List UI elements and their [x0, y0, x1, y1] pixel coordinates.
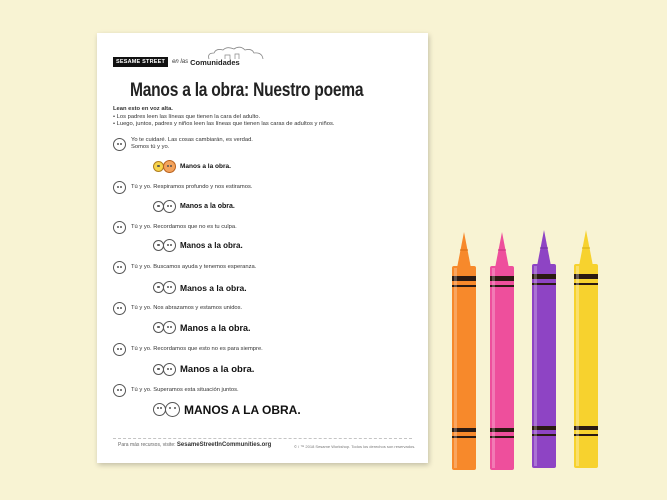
crayon-orange	[452, 232, 476, 470]
poem-line-text: Tú y yo. Respiramos profundo y nos estiramos.	[131, 184, 253, 190]
instructions-bullet-1: • Los padres leen las líneas que tienen la cara del adulto.	[113, 113, 261, 120]
poem-chorus-text: Manos a la obra.	[180, 364, 255, 375]
crayon-yellow	[574, 230, 598, 468]
instructions-bullet-2: • Luego, juntos, padres y niños leen las líneas que tienen las caras de adultos y niños.	[113, 121, 335, 128]
poem-line-text: Yo te cuidaré. Las cosas cambiarán, es verdad.	[131, 137, 253, 143]
crayon-pink	[490, 232, 514, 470]
logo-en-las: en las	[172, 59, 189, 65]
instructions-lead: Lean esto en voz alta.	[113, 106, 173, 112]
poem-line-text-2: Somos tú y yo.	[131, 144, 170, 150]
sesame-street-badge: SESAME STREET	[113, 57, 168, 67]
footer-url: SesameStreetInCommunities.org	[176, 442, 272, 448]
poem-line-text: Tú y yo. Recordamos que no es tu culpa.	[131, 224, 237, 230]
footer-prefix: Para más recursos, visite:	[118, 442, 176, 448]
crayon-purple	[532, 230, 556, 468]
poem-line-text: Tú y yo. Recordamos que esto no es para siempre.	[131, 346, 263, 352]
poem-chorus-text: Manos a la obra.	[180, 322, 251, 333]
poem-line-text: Tú y yo. Nos abrazamos y estamos unidos.	[131, 305, 243, 311]
footer-copyright: © / ™ 2018 Sesame Workshop. Todos los derechos son reservados.	[294, 444, 416, 449]
poem-line-text: Tú y yo. Superamos esta situación juntos.	[131, 387, 239, 393]
poem-chorus-text: Manos a la obra.	[180, 163, 231, 170]
poem-chorus-final: MANOS A LA OBRA.	[184, 402, 301, 417]
logo-comunidades: Comunidades	[190, 57, 240, 67]
poem-chorus-text: Manos a la obra.	[180, 241, 243, 250]
page-title: Manos a la obra: Nuestro poema	[130, 80, 364, 101]
poem-chorus-text: Manos a la obra.	[180, 282, 247, 293]
poem-chorus-text: Manos a la obra.	[180, 203, 235, 210]
poem-line-text: Tú y yo. Buscamos ayuda y tenemos esperanza.	[131, 264, 257, 270]
